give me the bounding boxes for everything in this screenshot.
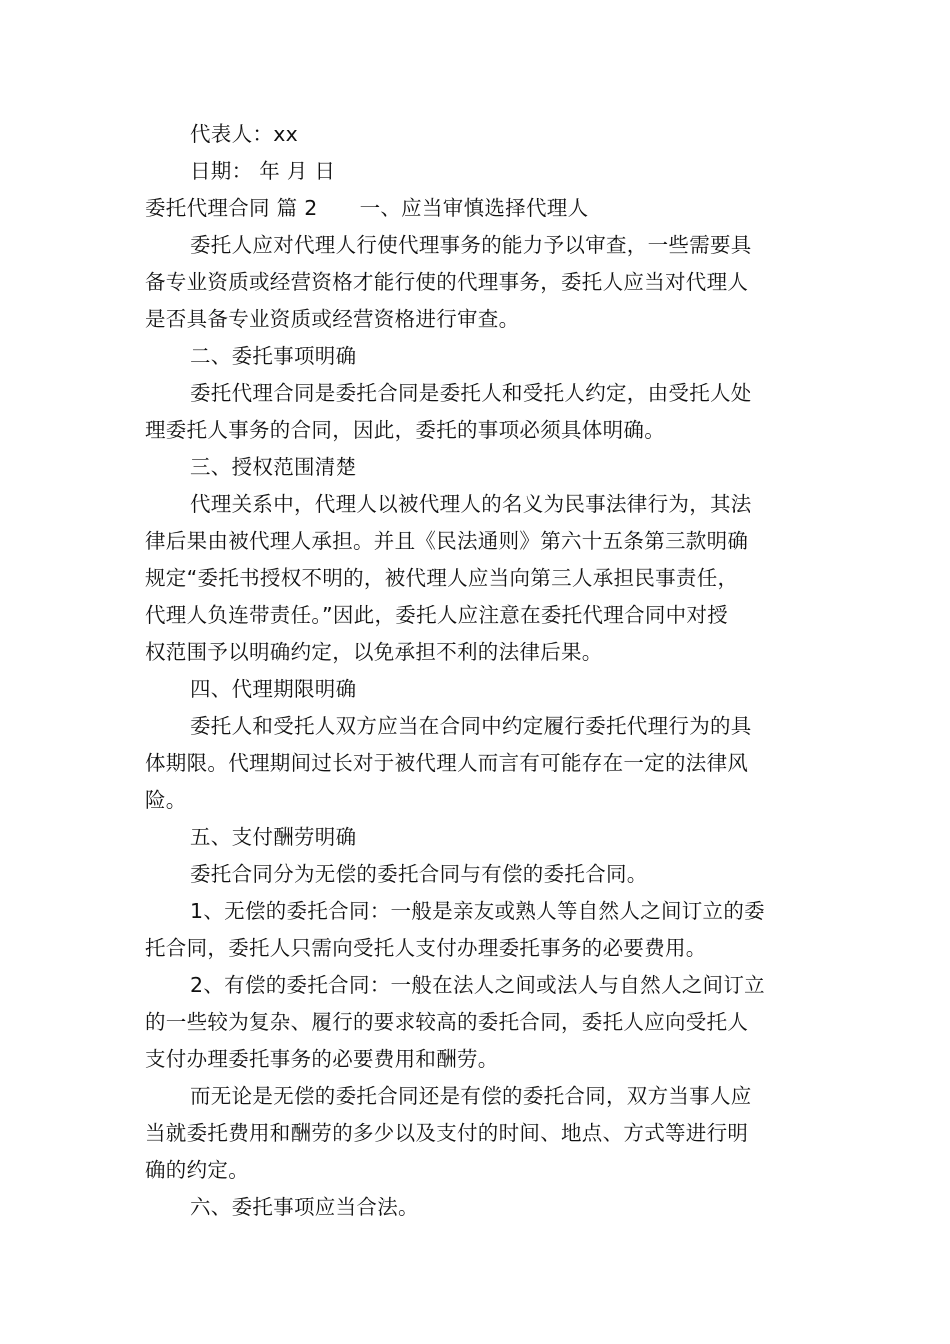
paragraph-line: 代理关系中，代理人以被代理人的名义为民事法律行为，其法 — [190, 492, 752, 516]
paragraph-line: 备专业资质或经营资格才能行使的代理事务，委托人应当对代理人 — [145, 270, 749, 294]
paragraph-line: 委托代理合同是委托合同是委托人和受托人约定，由受托人处 — [190, 381, 752, 405]
paragraph-line: 权范围予以明确约定，以免承担不利的法律后果。 — [145, 640, 603, 664]
paragraph-line: 律后果由被代理人承担。并且《民法通则》第六十五条第三款明确 — [145, 529, 749, 553]
paragraph-line: 的一些较为复杂、履行的要求较高的委托合同，委托人应向受托人 — [145, 1010, 749, 1034]
paragraph-line: 委托人应对代理人行使代理事务的能力予以审查，一些需要具 — [190, 233, 752, 257]
paragraph-line: 支付办理委托事务的必要费用和酬劳。 — [145, 1047, 499, 1071]
point-heading-3: 三、授权范围清楚 — [190, 455, 357, 479]
paragraph-line: 1、无偿的委托合同：一般是亲友或熟人等自然人之间订立的委 — [190, 899, 765, 923]
paragraph-line: 当就委托费用和酬劳的多少以及支付的时间、地点、方式等进行明 — [145, 1121, 749, 1145]
paragraph-line: 2、有偿的委托合同：一般在法人之间或法人与自然人之间订立 — [190, 973, 765, 997]
section-title: 委托代理合同 篇 2 — [145, 196, 318, 220]
paragraph-line: 而无论是无偿的委托合同还是有偿的委托合同，双方当事人应 — [190, 1084, 752, 1108]
paragraph-line: 确的约定。 — [145, 1158, 249, 1182]
paragraph-line: 托合同，委托人只需向受托人支付办理委托事务的必要费用。 — [145, 936, 707, 960]
document-page — [145, 116, 807, 1226]
point-heading-6: 六、委托事项应当合法。 — [190, 1195, 419, 1219]
section-title-line — [145, 190, 807, 227]
point-heading-4: 四、代理期限明确 — [190, 677, 357, 701]
point-heading-1: 一、应当审慎选择代理人 — [359, 196, 589, 220]
paragraph-line: 理委托人事务的合同，因此，委托的事项必须具体明确。 — [145, 418, 665, 442]
paragraph-line: 代理人负连带责任。”因此，委托人应注意在委托代理合同中对授 — [145, 603, 729, 627]
point-heading-5: 五、支付酬劳明确 — [190, 825, 357, 849]
point-heading-2: 二、委托事项明确 — [190, 344, 357, 368]
paragraph-line: 规定“委托书授权不明的，被代理人应当向第三人承担民事责任， — [145, 566, 739, 590]
paragraph-line: 委托人和受托人双方应当在合同中约定履行委托代理行为的具 — [190, 714, 752, 738]
paragraph-line: 体期限。代理期间过长对于被代理人而言有可能存在一定的法律风 — [145, 751, 749, 775]
paragraph-line: 是否具备专业资质或经营资格进行审查。 — [145, 307, 520, 331]
date-line: 日期： 年 月 日 — [190, 159, 336, 183]
representative-line: 代表人：xx — [190, 122, 299, 146]
paragraph-line: 委托合同分为无偿的委托合同与有偿的委托合同。 — [190, 862, 648, 886]
paragraph-line: 险。 — [145, 788, 187, 812]
